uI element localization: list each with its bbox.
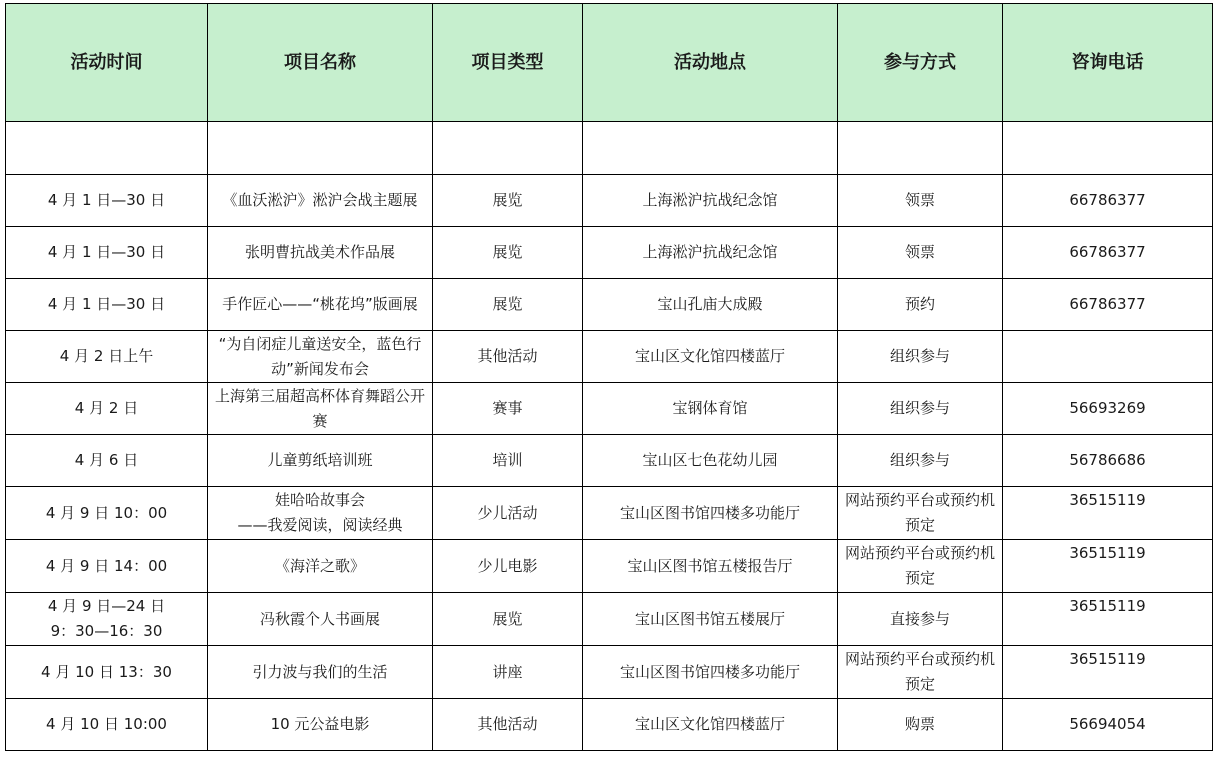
cell-phone: 36515119	[1003, 593, 1213, 646]
cell-place: 宝山区文化馆四楼蓝厅	[583, 331, 838, 383]
table-row	[6, 540, 1213, 593]
cell-type: 少儿活动	[433, 487, 583, 540]
cell-method: 领票	[838, 175, 1003, 227]
cell-name: 《海洋之歌》	[208, 540, 433, 593]
table-row	[6, 646, 1213, 699]
cell-time: 4 月 1 日—30 日	[6, 175, 208, 227]
cell-type: 培训	[433, 435, 583, 487]
cell-method: 网站预约平台或预约机预定	[838, 487, 1003, 540]
cell-method: 网站预约平台或预约机预定	[838, 540, 1003, 593]
cell-place: 宝山区文化馆四楼蓝厅	[583, 699, 838, 751]
cell-name: “为自闭症儿童送安全，蓝色行动”新闻发布会	[208, 331, 433, 383]
cell-place: 宝山区图书馆四楼多功能厅	[583, 487, 838, 540]
cell-phone: 66786377	[1003, 175, 1213, 227]
cell-type: 其他活动	[433, 331, 583, 383]
cell-name: 上海第三届超高杯体育舞蹈公开赛	[208, 383, 433, 435]
cell-name: 冯秋霞个人书画展	[208, 593, 433, 646]
table-row	[6, 331, 1213, 383]
table-row	[6, 279, 1213, 331]
cell-time: 4 月 10 日 13：30	[6, 646, 208, 699]
cell-place: 宝山区图书馆五楼报告厅	[583, 540, 838, 593]
table-row	[6, 487, 1213, 540]
cell-name: 引力波与我们的生活	[208, 646, 433, 699]
cell-phone: 56693269	[1003, 383, 1213, 435]
cell-name: 《血沃淞沪》淞沪会战主题展	[208, 175, 433, 227]
cell-phone: 36515119	[1003, 540, 1213, 593]
cell-phone: 36515119	[1003, 646, 1213, 699]
header-name: 项目名称	[208, 4, 433, 122]
cell-phone: 66786377	[1003, 279, 1213, 331]
cell-method: 组织参与	[838, 331, 1003, 383]
cell-method: 组织参与	[838, 383, 1003, 435]
cell-place: 宝山区图书馆五楼展厅	[583, 593, 838, 646]
cell-name: 10 元公益电影	[208, 699, 433, 751]
cell-type: 讲座	[433, 646, 583, 699]
cell-method: 预约	[838, 279, 1003, 331]
table-row	[6, 227, 1213, 279]
cell-place: 上海淞沪抗战纪念馆	[583, 175, 838, 227]
cell-name: 娃哈哈故事会 ——我爱阅读，阅读经典	[208, 487, 433, 540]
header-type: 项目类型	[433, 4, 583, 122]
cell-time: 4 月 9 日 14：00	[6, 540, 208, 593]
cell-time: 4 月 9 日 10：00	[6, 487, 208, 540]
header-place: 活动地点	[583, 4, 838, 122]
cell-name: 儿童剪纸培训班	[208, 435, 433, 487]
header-method: 参与方式	[838, 4, 1003, 122]
table-row	[6, 435, 1213, 487]
cell-time: 4 月 1 日—30 日	[6, 227, 208, 279]
cell-type: 展览	[433, 175, 583, 227]
header-phone: 咨询电话	[1003, 4, 1213, 122]
cell-method: 直接参与	[838, 593, 1003, 646]
cell-type: 赛事	[433, 383, 583, 435]
cell-time: 4 月 6 日	[6, 435, 208, 487]
cell-place: 宝山区七色花幼儿园	[583, 435, 838, 487]
cell-method: 领票	[838, 227, 1003, 279]
cell-time: 4 月 9 日—24 日 9：30—16：30	[6, 593, 208, 646]
table-row	[6, 175, 1213, 227]
cell-phone	[1003, 331, 1213, 383]
cell-name: 张明曹抗战美术作品展	[208, 227, 433, 279]
table-row	[6, 593, 1213, 646]
cell-method: 购票	[838, 699, 1003, 751]
cell-phone: 56786686	[1003, 435, 1213, 487]
table-cell	[433, 122, 583, 175]
table-cell	[208, 122, 433, 175]
table-cell	[583, 122, 838, 175]
cell-time: 4 月 2 日上午	[6, 331, 208, 383]
cell-type: 少儿电影	[433, 540, 583, 593]
cell-phone: 56694054	[1003, 699, 1213, 751]
table-cell	[6, 122, 208, 175]
cell-type: 展览	[433, 279, 583, 331]
cell-type: 展览	[433, 227, 583, 279]
header-time: 活动时间	[6, 4, 208, 122]
cell-name: 手作匠心——“桃花坞”版画展	[208, 279, 433, 331]
cell-phone: 36515119	[1003, 487, 1213, 540]
cell-method: 网站预约平台或预约机预定	[838, 646, 1003, 699]
cell-type: 展览	[433, 593, 583, 646]
table-cell	[1003, 122, 1213, 175]
table-cell	[838, 122, 1003, 175]
cell-place: 宝山区图书馆四楼多功能厅	[583, 646, 838, 699]
cell-place: 宝山孔庙大成殿	[583, 279, 838, 331]
table-row	[6, 383, 1213, 435]
table-row	[6, 699, 1213, 751]
header-row	[6, 4, 1213, 122]
cell-time: 4 月 10 日 10:00	[6, 699, 208, 751]
cell-phone: 66786377	[1003, 227, 1213, 279]
cell-time: 4 月 2 日	[6, 383, 208, 435]
cell-place: 宝钢体育馆	[583, 383, 838, 435]
cell-place: 上海淞沪抗战纪念馆	[583, 227, 838, 279]
cell-method: 组织参与	[838, 435, 1003, 487]
cell-type: 其他活动	[433, 699, 583, 751]
cell-time: 4 月 1 日—30 日	[6, 279, 208, 331]
activity-table	[5, 3, 1213, 751]
empty-row	[6, 122, 1213, 175]
